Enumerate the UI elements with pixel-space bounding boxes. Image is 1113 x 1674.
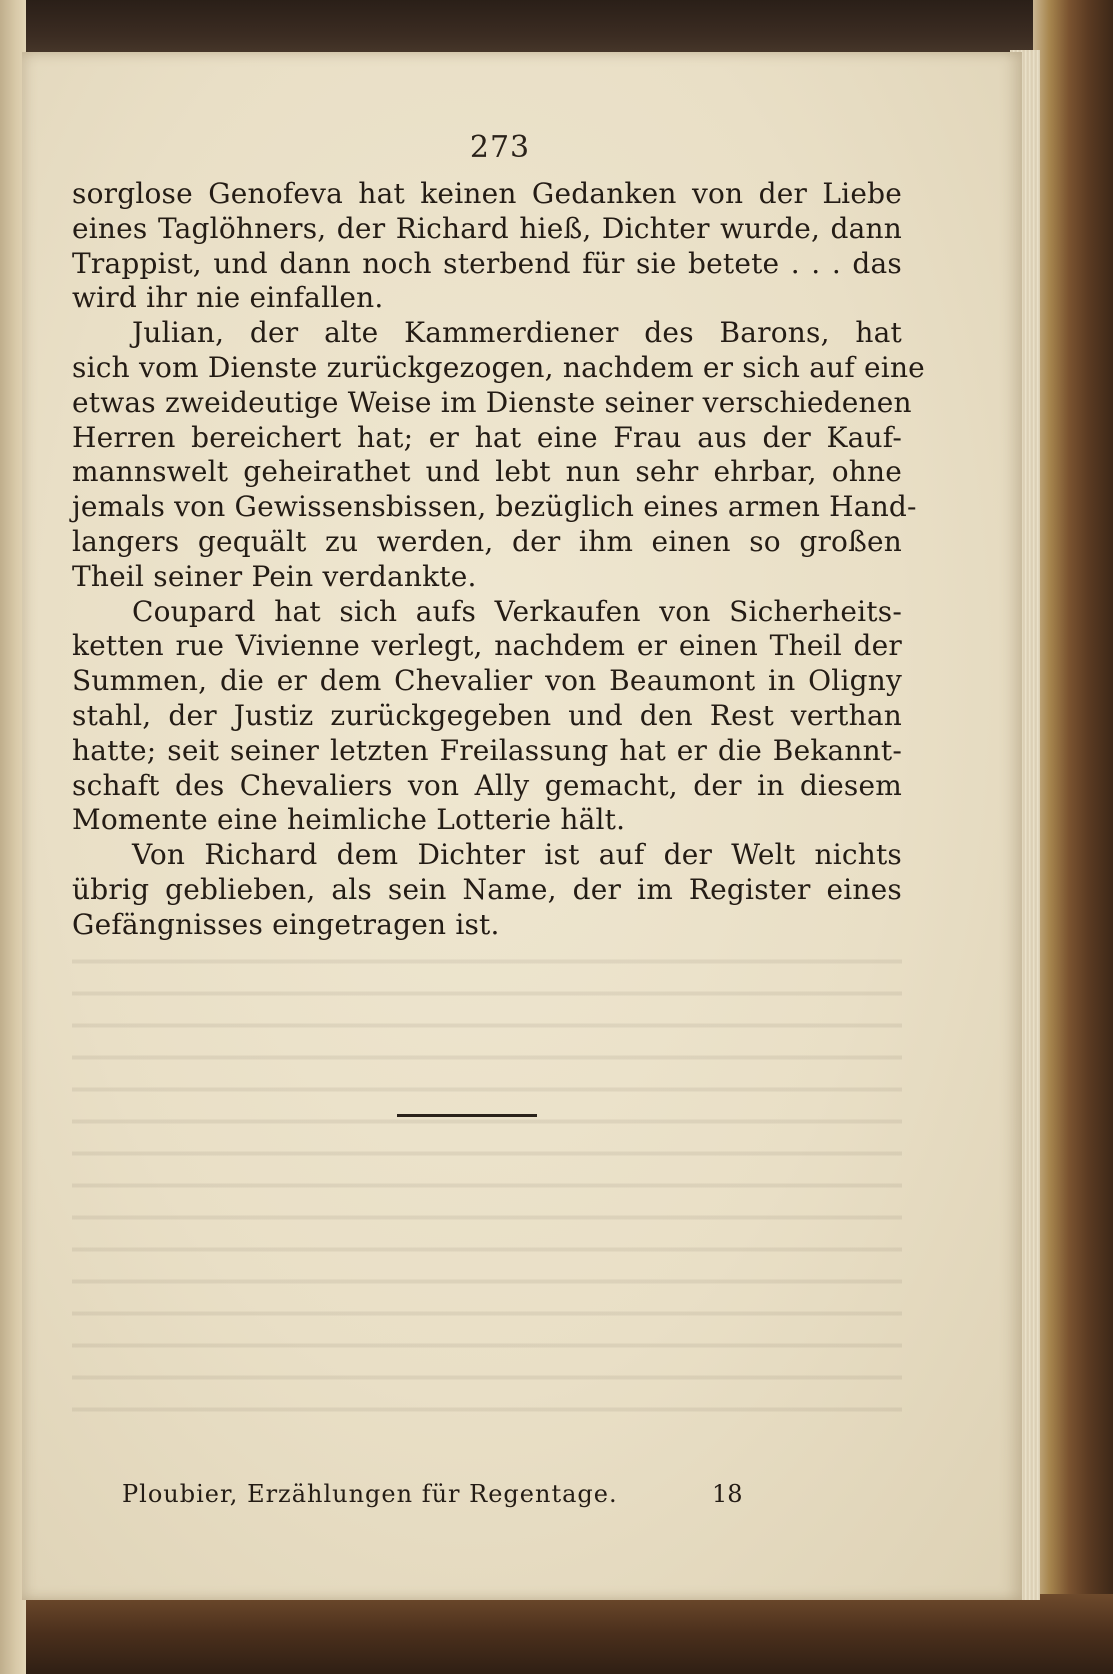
text-line: Von Richard dem Dichter ist auf der Welt nichts: [132, 838, 902, 872]
text-line: schaft des Chevaliers von Ally gemacht, der in diesem: [72, 768, 902, 802]
text-line: eines Taglöhners, der Richard hieß, Dichter wurde, dann: [72, 211, 902, 245]
text-line: Momente eine heimliche Lotterie hält.: [72, 803, 626, 837]
text-line: stahl, der Justiz zurückgegeben und den Rest verthan: [72, 698, 902, 732]
page-footer: [122, 1480, 922, 1508]
book-binding-right: [1033, 0, 1113, 1674]
text-line: Theil seiner Pein verdankte.: [72, 559, 477, 593]
text-line: etwas zweideutige Weise im Dienste seiner verschiedenen: [72, 385, 912, 419]
text-line: Gefängnisses eingetragen ist.: [72, 907, 500, 941]
footer-signature-mark: 18: [712, 1480, 743, 1508]
body-text: [72, 177, 925, 943]
text-line: Julian, der alte Kammerdiener des Barons, hat: [132, 316, 902, 350]
text-line: ketten rue Vivienne verlegt, nachdem er einen Theil der: [72, 629, 902, 663]
text-line: mannswelt geheirathet und lebt nun sehr ehrbar, ohne: [72, 455, 902, 489]
footer-book-title: Ploubier, Erzählungen für Regentage.: [122, 1480, 618, 1508]
text-line: wird ihr nie einfallen.: [72, 281, 384, 315]
end-divider-rule: [397, 1114, 537, 1117]
text-line: jemals von Gewissensbissen, bezüglich eines armen Hand-: [72, 490, 917, 524]
text-line: langers gequält zu werden, der ihm einen so großen: [72, 524, 902, 558]
text-line: Summen, die er dem Chevalier von Beaumont in Oligny: [72, 664, 902, 698]
book-binding-top: [0, 0, 1113, 60]
book-binding-bottom: [0, 1594, 1113, 1674]
page-number: 273: [469, 130, 531, 165]
text-line: übrig geblieben, als sein Name, der im Register eines: [72, 872, 902, 906]
text-line: sorglose Genofeva hat keinen Gedanken von der Liebe: [72, 177, 902, 210]
text-line: Trappist, und dann noch sterbend für sie betete . . . das: [72, 246, 902, 280]
text-line: Herren bereichert hat; er hat eine Frau aus der Kauf-: [72, 420, 902, 454]
show-through-text: [72, 937, 902, 1437]
book-page: [22, 52, 1022, 1600]
text-line: sich vom Dienste zurückgezogen, nachdem er sich auf eine: [72, 350, 925, 384]
text-line: hatte; seit seiner letzten Freilassung hat er die Bekannt-: [72, 733, 902, 767]
text-line: Coupard hat sich aufs Verkaufen von Sicherheits-: [132, 594, 902, 628]
